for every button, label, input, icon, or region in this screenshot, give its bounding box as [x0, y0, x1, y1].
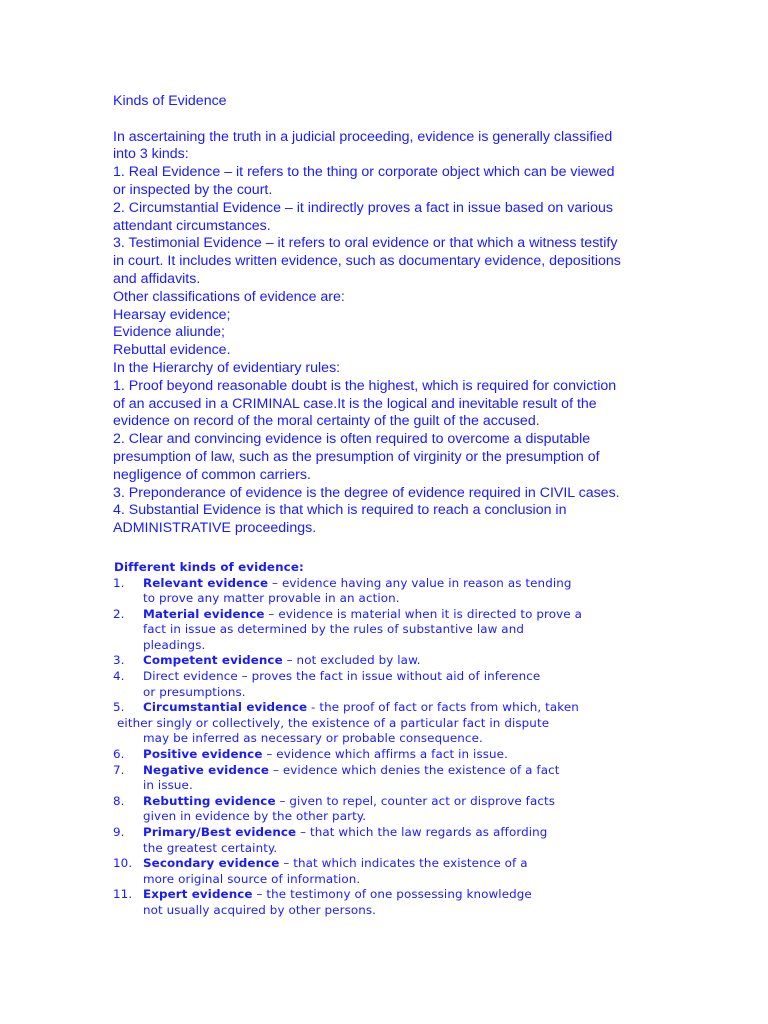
list-item-definition: – given to repel, counter act or disprove facts: [275, 793, 556, 808]
list-item-term: Circumstantial evidence: [143, 700, 308, 715]
intro-section: [113, 93, 658, 538]
intro-line: negligence of common carriers.: [113, 466, 311, 483]
list-item-number: 2.: [113, 606, 125, 621]
list-item-term: Rebutting evidence: [143, 793, 276, 808]
list-item-continuation: either singly or collectively, the existence of a particular fact in dispute: [117, 715, 550, 730]
list-item-number: 7.: [113, 762, 125, 777]
list-item: [113, 700, 658, 747]
intro-line: in court. It includes written evidence, such as documentary evidence, depositions: [113, 253, 621, 270]
list-item-definition: – that which the law regards as affording: [296, 825, 548, 840]
intro-line: 2. Clear and convincing evidence is often required to overcome a disputable: [113, 431, 591, 448]
list-item: [113, 856, 658, 887]
list-item: [113, 794, 658, 825]
intro-line: Evidence aliunde;: [113, 324, 226, 341]
list-item-term: Positive evidence: [143, 747, 263, 762]
intro-line: into 3 kinds:: [113, 146, 189, 163]
intro-line: attendant circumstances.: [113, 217, 271, 234]
intro-line: Other classifications of evidence are:: [113, 288, 345, 305]
list-item-term: Relevant evidence: [143, 575, 269, 590]
document-title: Kinds of Evidence: [113, 93, 227, 109]
intro-line: In the Hierarchy of evidentiary rules:: [113, 359, 341, 376]
list-item-continuation: more original source of information.: [143, 871, 361, 886]
list-item-definition: - the proof of fact or facts from which, taken: [307, 700, 579, 715]
kinds-section: [113, 560, 658, 919]
list-item-definition: – not excluded by law.: [282, 653, 421, 668]
list-item-term: Material evidence: [143, 606, 265, 621]
list-item-line: [113, 794, 658, 810]
intro-line: ADMINISTRATIVE proceedings.: [113, 520, 317, 537]
list-item: [113, 607, 658, 654]
list-item-line: [113, 856, 658, 872]
list-item-line: [113, 747, 658, 763]
list-item-number: 10.: [113, 856, 133, 871]
list-item-definition: – evidence which affirms a fact in issue.: [262, 747, 508, 762]
intro-line: Hearsay evidence;: [113, 306, 231, 323]
intro-text: [113, 129, 658, 538]
list-item-continuation: fact in issue as determined by the rules of substantive law and: [143, 622, 524, 637]
list-item-number: 8.: [113, 793, 125, 808]
list-item-continuation: or presumptions.: [143, 684, 246, 699]
list-item-number: 9.: [113, 825, 125, 840]
list-item-number: 11.: [113, 887, 133, 902]
spacer: [113, 111, 658, 129]
list-item-line: [113, 669, 658, 685]
list-item-number: 6.: [113, 747, 125, 762]
list-item-term: Secondary evidence: [143, 856, 280, 871]
kinds-list: [113, 576, 658, 919]
list-item-definition: – evidence having any value in reason as tending: [268, 575, 572, 590]
intro-line: Rebuttal evidence.: [113, 342, 231, 359]
list-item: [113, 887, 658, 918]
list-item-definition: – evidence which denies the existence of a fact: [269, 762, 560, 777]
list-item-definition: – the testimony of one possessing knowledge: [252, 887, 532, 902]
intro-line: 1. Real Evidence – it refers to the thing or corporate object which can be viewed: [113, 164, 615, 181]
intro-line: of an accused in a CRIMINAL case.It is the logical and inevitable result of the: [113, 395, 597, 412]
list-item: [113, 747, 658, 763]
list-item-continuation: the greatest certainty.: [143, 840, 278, 855]
intro-line: or inspected by the court.: [113, 181, 273, 198]
list-item-number: 3.: [113, 653, 125, 668]
intro-line: 1. Proof beyond reasonable doubt is the highest, which is required for conviction: [113, 377, 617, 394]
list-item-line: [113, 607, 658, 623]
list-item-definition: Direct evidence – proves the fact in issue without aid of inference: [143, 669, 541, 684]
list-item-line: [113, 576, 658, 592]
list-item-continuation: may be inferred as necessary or probable consequence.: [143, 731, 483, 746]
intro-line: and affidavits.: [113, 270, 201, 287]
list-item-line: [113, 825, 658, 841]
list-item-continuation: pleadings.: [143, 637, 206, 652]
list-item-continuation: given in evidence by the other party.: [143, 809, 367, 824]
list-item-term: Competent evidence: [143, 653, 283, 668]
list-item-number: 4.: [113, 669, 125, 684]
list-item-term: Negative evidence: [143, 762, 270, 777]
list-item-line: [113, 700, 658, 716]
list-item-definition: – evidence is material when it is directed to prove a: [264, 606, 582, 621]
list-item: [113, 763, 658, 794]
intro-line: 2. Circumstantial Evidence – it indirectly proves a fact in issue based on various: [113, 199, 613, 216]
intro-line: evidence on record of the moral certainty of the guilt of the accused.: [113, 413, 540, 430]
list-item: [113, 653, 658, 669]
intro-line: presumption of law, such as the presumption of virginity or the presumption of: [113, 448, 600, 465]
list-item: [113, 825, 658, 856]
intro-line: 3. Testimonial Evidence – it refers to oral evidence or that which a witness testify: [113, 235, 618, 252]
list-item-line: [113, 887, 658, 903]
document-page: [113, 93, 658, 919]
intro-line: 4. Substantial Evidence is that which is required to reach a conclusion in: [113, 502, 567, 519]
list-item-definition: – that which indicates the existence of a: [279, 856, 528, 871]
list-item-continuation: to prove any matter provable in an action.: [143, 591, 400, 606]
list-item-continuation: in issue.: [143, 778, 193, 793]
list-item-term: Expert evidence: [143, 887, 253, 902]
list-item: [113, 669, 658, 700]
kinds-heading: Different kinds of evidence:: [114, 559, 304, 574]
list-item-term: Primary/Best evidence: [143, 825, 297, 840]
intro-line: 3. Preponderance of evidence is the degree of evidence required in CIVIL cases.: [113, 484, 620, 501]
list-item: [113, 576, 658, 607]
intro-line: In ascertaining the truth in a judicial proceeding, evidence is generally classified: [113, 128, 613, 145]
list-item-continuation: not usually acquired by other persons.: [143, 902, 377, 917]
list-item-line: [113, 763, 658, 779]
list-item-number: 1.: [113, 575, 125, 590]
list-item-number: 5.: [113, 700, 125, 715]
list-item-line: [113, 653, 658, 669]
